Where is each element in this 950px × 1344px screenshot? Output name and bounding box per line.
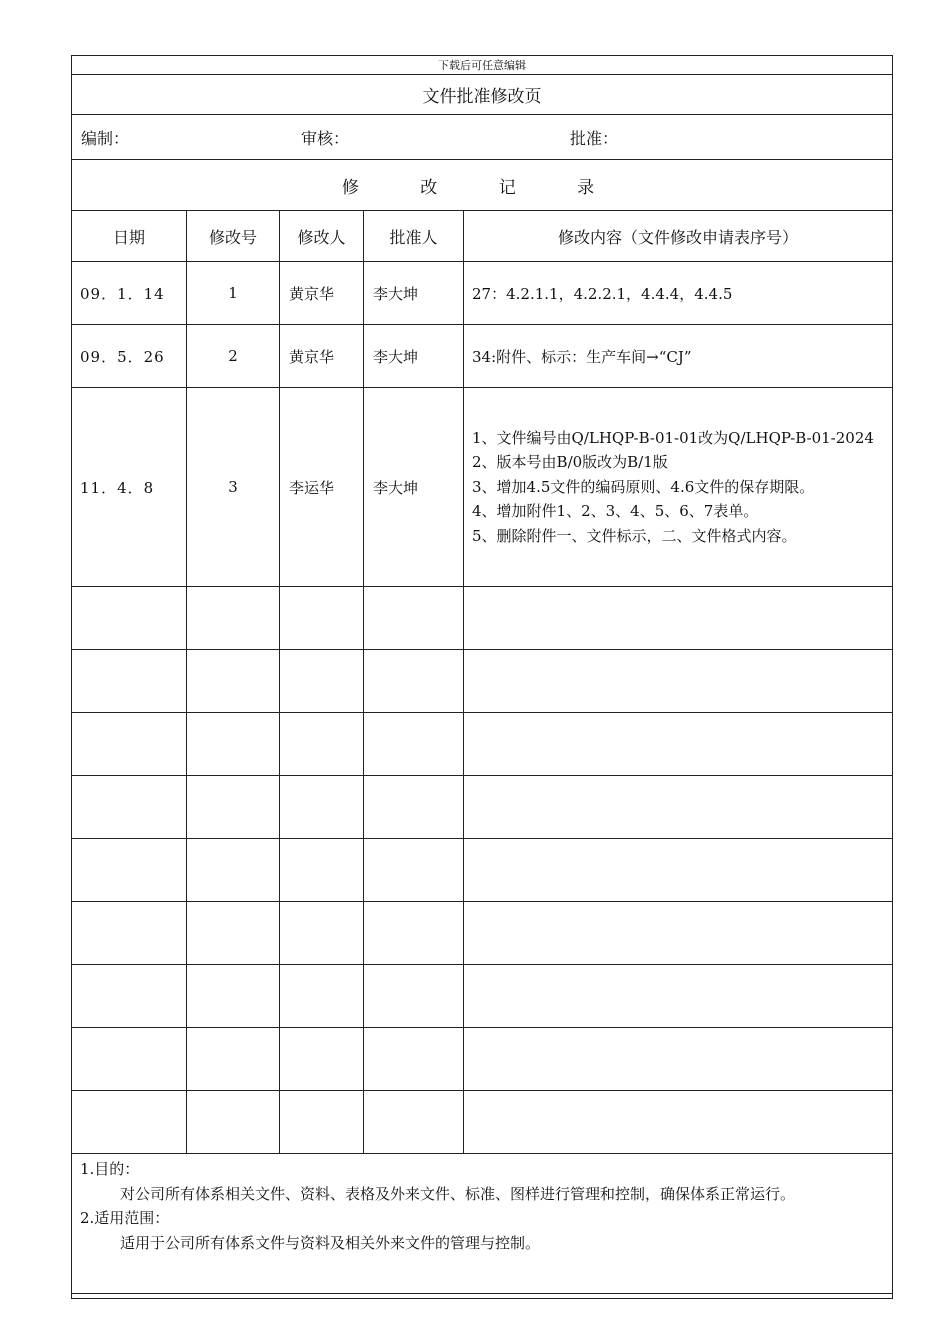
signature-row [72, 115, 893, 160]
bottom-divider [71, 1293, 892, 1294]
empty-cell [280, 839, 364, 902]
empty-cell [187, 839, 280, 902]
compiler-label: 编制： [81, 129, 130, 148]
column-header-approver: 批准人 [364, 211, 464, 262]
cell-modifier: 李运华 [280, 388, 364, 587]
content-line: 5、删除附件一、文件标示，二、文件格式内容。 [472, 526, 797, 545]
empty-cell [72, 587, 187, 650]
table-row [72, 262, 893, 325]
empty-cell [464, 1091, 893, 1154]
reviewer-label: 审核： [301, 129, 350, 148]
empty-cell [280, 1028, 364, 1091]
empty-cell [364, 713, 464, 776]
table-row [72, 388, 893, 587]
cell-date: 11．4．8 [72, 388, 187, 587]
purpose-scope-section [72, 1154, 893, 1299]
column-header-content: 修改内容（文件修改申请表序号） [464, 211, 893, 262]
empty-cell [464, 587, 893, 650]
scope-text: 适用于公司所有体系文件与资料及相关外来文件的管理与控制。 [120, 1233, 541, 1252]
empty-cell [464, 776, 893, 839]
empty-cell [72, 776, 187, 839]
page-title: 文件批准修改页 [72, 75, 893, 115]
cell-revision-no: 2 [187, 325, 280, 388]
empty-cell [280, 650, 364, 713]
empty-cell [364, 650, 464, 713]
empty-cell [364, 1091, 464, 1154]
empty-table-row [72, 965, 893, 1028]
empty-cell [364, 587, 464, 650]
purpose-heading: 1.目的： [80, 1160, 140, 1178]
empty-cell [72, 713, 187, 776]
cell-date: 09．1．14 [72, 262, 187, 325]
empty-cell [187, 1091, 280, 1154]
empty-cell [464, 1028, 893, 1091]
empty-table-row [72, 776, 893, 839]
cell-approver: 李大坤 [364, 325, 464, 388]
scope-heading: 2.适用范围： [80, 1209, 170, 1227]
empty-table-row [72, 587, 893, 650]
cell-content [464, 388, 893, 587]
empty-cell [364, 839, 464, 902]
empty-table-row [72, 1028, 893, 1091]
empty-cell [72, 965, 187, 1028]
record-section-title: 修 改 记 录 [72, 160, 893, 211]
column-header-modifier: 修改人 [280, 211, 364, 262]
cell-modifier: 黄京华 [280, 325, 364, 388]
empty-cell [280, 1091, 364, 1154]
empty-cell [280, 713, 364, 776]
empty-cell [364, 1028, 464, 1091]
empty-cell [464, 965, 893, 1028]
empty-cell [464, 713, 893, 776]
empty-cell [72, 1091, 187, 1154]
empty-cell [72, 1028, 187, 1091]
header-note: 下载后可任意编辑 [72, 56, 893, 75]
empty-cell [187, 587, 280, 650]
content-line: 4、增加附件1、2、3、4、5、6、7表单。 [472, 502, 759, 521]
empty-cell [464, 650, 893, 713]
cell-approver: 李大坤 [364, 262, 464, 325]
empty-cell [464, 902, 893, 965]
cell-approver: 李大坤 [364, 388, 464, 587]
empty-cell [364, 902, 464, 965]
column-header-date: 日期 [72, 211, 187, 262]
cell-revision-no: 3 [187, 388, 280, 587]
column-header-revision-no: 修改号 [187, 211, 280, 262]
approver-label: 批准： [570, 129, 619, 148]
empty-cell [187, 650, 280, 713]
empty-table-row [72, 650, 893, 713]
empty-table-row [72, 902, 893, 965]
empty-cell [364, 965, 464, 1028]
purpose-text: 对公司所有体系相关文件、资料、表格及外来文件、标准、图样进行管理和控制，确保体系正常运行。 [120, 1184, 796, 1203]
column-header-row [72, 211, 893, 262]
empty-cell [187, 1028, 280, 1091]
empty-cell [72, 839, 187, 902]
empty-table-row [72, 1091, 893, 1154]
content-line: 3、增加4.5文件的编码原则、4.6文件的保存期限。 [472, 477, 815, 496]
content-line: 2、版本号由B/0版改为B/1版 [472, 453, 668, 472]
cell-revision-no: 1 [187, 262, 280, 325]
empty-cell [72, 650, 187, 713]
empty-cell [187, 902, 280, 965]
table-row [72, 325, 893, 388]
empty-cell [280, 587, 364, 650]
empty-cell [464, 839, 893, 902]
cell-content: 27：4.2.1.1，4.2.2.1，4.4.4，4.4.5 [464, 262, 893, 325]
content-line: 1、文件编号由Q/LHQP-B-01-01改为Q/LHQP-B-01-2024 [472, 428, 874, 447]
revision-record-table [71, 55, 893, 1299]
empty-table-row [72, 839, 893, 902]
empty-table-row [72, 713, 893, 776]
empty-cell [187, 776, 280, 839]
empty-cell [187, 713, 280, 776]
approval-page-sheet [71, 55, 892, 1299]
empty-cell [187, 965, 280, 1028]
cell-modifier: 黄京华 [280, 262, 364, 325]
empty-cell [72, 902, 187, 965]
empty-cell [364, 776, 464, 839]
empty-cell [280, 902, 364, 965]
cell-content: 34:附件、标示：生产车间→“CJ” [464, 325, 893, 388]
empty-cell [280, 776, 364, 839]
empty-cell [280, 965, 364, 1028]
cell-date: 09．5．26 [72, 325, 187, 388]
